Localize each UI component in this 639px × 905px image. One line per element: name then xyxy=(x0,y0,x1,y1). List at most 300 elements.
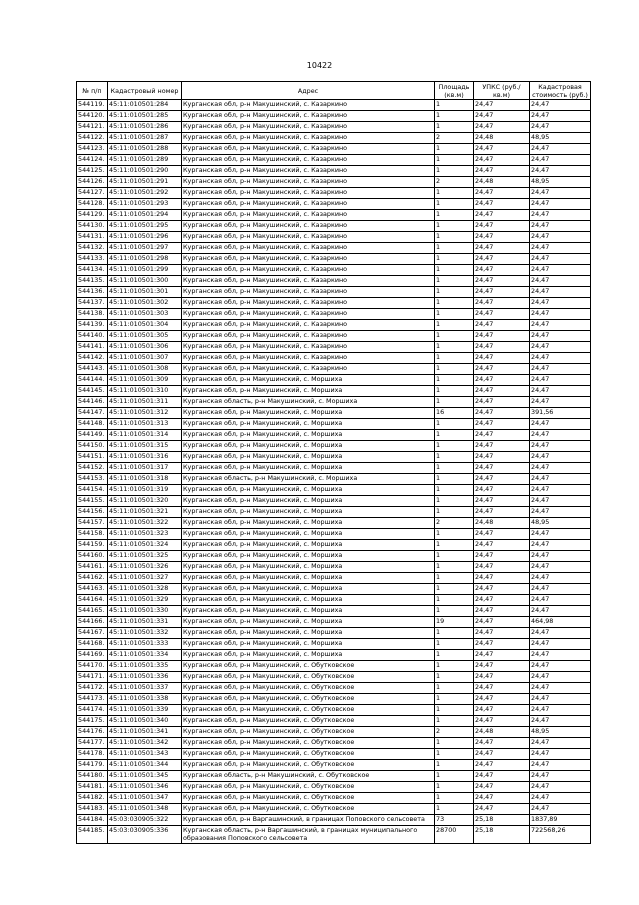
cell-address: Курганская обл, р-н Макушинский, с. Моршиха xyxy=(182,463,435,474)
table-row xyxy=(77,408,591,419)
cell-upks: 24,48 xyxy=(474,177,530,188)
cell-row-number: 544138. xyxy=(77,309,108,320)
cell-cadastral-number: 45:11:010501:318 xyxy=(108,474,182,485)
cell-cadastral-number: 45:11:010501:330 xyxy=(108,606,182,617)
cell-cadastral-value: 24,47 xyxy=(530,452,591,463)
table-row xyxy=(77,507,591,518)
cell-upks: 24,48 xyxy=(474,727,530,738)
cell-upks: 24,47 xyxy=(474,628,530,639)
cell-area: 1 xyxy=(435,595,474,606)
cell-row-number: 544136. xyxy=(77,287,108,298)
cell-address: Курганская обл, р-н Макушинский, с. Казаркино xyxy=(182,221,435,232)
cell-upks: 24,47 xyxy=(474,309,530,320)
cell-area: 1 xyxy=(435,452,474,463)
cell-cadastral-number: 45:11:010501:306 xyxy=(108,342,182,353)
cell-area: 1 xyxy=(435,188,474,199)
cell-area: 1 xyxy=(435,364,474,375)
table-header-row xyxy=(77,82,591,100)
cell-upks: 24,47 xyxy=(474,111,530,122)
cell-area: 1 xyxy=(435,397,474,408)
cell-upks: 24,47 xyxy=(474,584,530,595)
cell-upks: 24,48 xyxy=(474,518,530,529)
cell-row-number: 544132. xyxy=(77,243,108,254)
table-row xyxy=(77,122,591,133)
cell-row-number: 544160. xyxy=(77,551,108,562)
cell-row-number: 544122. xyxy=(77,133,108,144)
cell-cadastral-number: 45:11:010501:337 xyxy=(108,683,182,694)
cell-row-number: 544152. xyxy=(77,463,108,474)
table-row xyxy=(77,716,591,727)
table-row xyxy=(77,276,591,287)
cell-cadastral-number: 45:11:010501:287 xyxy=(108,133,182,144)
cell-address: Курганская обл, р-н Макушинский, с. Обутковское xyxy=(182,760,435,771)
cell-row-number: 544123. xyxy=(77,144,108,155)
cell-row-number: 544121. xyxy=(77,122,108,133)
cell-upks: 25,18 xyxy=(474,815,530,826)
cell-upks: 24,47 xyxy=(474,331,530,342)
cell-upks: 24,47 xyxy=(474,375,530,386)
cell-row-number: 544150. xyxy=(77,441,108,452)
cell-cadastral-value: 24,47 xyxy=(530,441,591,452)
cell-area: 1 xyxy=(435,100,474,111)
cell-cadastral-value: 24,47 xyxy=(530,100,591,111)
cell-upks: 24,47 xyxy=(474,254,530,265)
cell-address: Курганская обл, р-н Макушинский, с. Моршиха xyxy=(182,562,435,573)
table-row xyxy=(77,111,591,122)
cell-cadastral-value: 24,47 xyxy=(530,188,591,199)
cell-address: Курганская обл, р-н Макушинский, с. Казаркино xyxy=(182,254,435,265)
cell-address: Курганская обл, р-н Макушинский, с. Казаркино xyxy=(182,100,435,111)
cell-area: 1 xyxy=(435,441,474,452)
table-row xyxy=(77,529,591,540)
table-row xyxy=(77,232,591,243)
cell-cadastral-number: 45:11:010501:303 xyxy=(108,309,182,320)
cell-area: 1 xyxy=(435,749,474,760)
cell-upks: 24,47 xyxy=(474,606,530,617)
cell-row-number: 544166. xyxy=(77,617,108,628)
cell-row-number: 544163. xyxy=(77,584,108,595)
cell-cadastral-value: 24,47 xyxy=(530,232,591,243)
cell-upks: 24,47 xyxy=(474,265,530,276)
cell-cadastral-number: 45:11:010501:288 xyxy=(108,144,182,155)
cell-upks: 24,47 xyxy=(474,617,530,628)
table-row xyxy=(77,386,591,397)
table-row xyxy=(77,606,591,617)
table-row xyxy=(77,364,591,375)
cell-cadastral-number: 45:11:010501:324 xyxy=(108,540,182,551)
cell-upks: 24,47 xyxy=(474,661,530,672)
cell-area: 1 xyxy=(435,804,474,815)
cell-cadastral-number: 45:11:010501:312 xyxy=(108,408,182,419)
cell-upks: 24,47 xyxy=(474,716,530,727)
cell-cadastral-number: 45:11:010501:329 xyxy=(108,595,182,606)
cell-cadastral-value: 24,47 xyxy=(530,584,591,595)
cell-address: Курганская обл, р-н Макушинский, с. Казаркино xyxy=(182,243,435,254)
cell-upks: 24,47 xyxy=(474,188,530,199)
cell-upks: 24,47 xyxy=(474,287,530,298)
cell-row-number: 544139. xyxy=(77,320,108,331)
table-row xyxy=(77,705,591,716)
cell-cadastral-value: 24,47 xyxy=(530,595,591,606)
cell-cadastral-number: 45:11:010501:289 xyxy=(108,155,182,166)
table-row xyxy=(77,221,591,232)
cell-row-number: 544130. xyxy=(77,221,108,232)
cell-upks: 24,47 xyxy=(474,474,530,485)
cell-cadastral-value: 24,47 xyxy=(530,144,591,155)
cell-cadastral-number: 45:11:010501:331 xyxy=(108,617,182,628)
cell-row-number: 544174. xyxy=(77,705,108,716)
cell-cadastral-number: 45:11:010501:344 xyxy=(108,760,182,771)
cell-area: 1 xyxy=(435,716,474,727)
cell-address: Курганская обл, р-н Макушинский, с. Моршиха xyxy=(182,573,435,584)
cell-row-number: 544183. xyxy=(77,804,108,815)
table-row xyxy=(77,485,591,496)
cell-area: 1 xyxy=(435,111,474,122)
table-row xyxy=(77,452,591,463)
cell-area: 1 xyxy=(435,738,474,749)
cell-area: 1 xyxy=(435,793,474,804)
cell-address: Курганская область, р-н Макушинский, с. Обутковское xyxy=(182,771,435,782)
cell-cadastral-number: 45:11:010501:326 xyxy=(108,562,182,573)
cell-cadastral-value: 24,47 xyxy=(530,562,591,573)
cell-upks: 24,47 xyxy=(474,166,530,177)
cell-cadastral-value: 24,47 xyxy=(530,705,591,716)
cell-address: Курганская обл, р-н Макушинский, с. Моршиха xyxy=(182,430,435,441)
cell-upks: 24,47 xyxy=(474,155,530,166)
cell-upks: 24,47 xyxy=(474,496,530,507)
cell-address: Курганская обл, р-н Макушинский, с. Моршиха xyxy=(182,606,435,617)
cell-area: 19 xyxy=(435,617,474,628)
cell-address: Курганская обл, р-н Макушинский, с. Казаркино xyxy=(182,210,435,221)
cell-upks: 24,47 xyxy=(474,485,530,496)
table-row xyxy=(77,584,591,595)
cell-row-number: 544168. xyxy=(77,639,108,650)
cell-cadastral-number: 45:11:010501:340 xyxy=(108,716,182,727)
cell-upks: 24,47 xyxy=(474,144,530,155)
table-row xyxy=(77,815,591,826)
cell-address: Курганская обл, р-н Макушинский, с. Моршиха xyxy=(182,650,435,661)
cell-cadastral-number: 45:11:010501:333 xyxy=(108,639,182,650)
cell-address: Курганская обл, р-н Макушинский, с. Казаркино xyxy=(182,364,435,375)
table-row xyxy=(77,100,591,111)
cell-cadastral-number: 45:11:010501:286 xyxy=(108,122,182,133)
cell-row-number: 544125. xyxy=(77,166,108,177)
table-row xyxy=(77,617,591,628)
cell-cadastral-value: 24,47 xyxy=(530,749,591,760)
cell-address: Курганская обл, р-н Макушинский, с. Казаркино xyxy=(182,298,435,309)
cell-area: 1 xyxy=(435,540,474,551)
cell-area: 1 xyxy=(435,584,474,595)
cell-cadastral-number: 45:11:010501:314 xyxy=(108,430,182,441)
cell-cadastral-value: 464,98 xyxy=(530,617,591,628)
table-body xyxy=(77,100,591,844)
cell-address: Курганская обл, р-н Макушинский, с. Казаркино xyxy=(182,232,435,243)
cell-cadastral-number: 45:11:010501:291 xyxy=(108,177,182,188)
cell-area: 1 xyxy=(435,386,474,397)
cell-area: 1 xyxy=(435,298,474,309)
cell-cadastral-value: 48,95 xyxy=(530,727,591,738)
cell-area: 1 xyxy=(435,650,474,661)
table-row xyxy=(77,782,591,793)
cell-address: Курганская обл, р-н Макушинский, с. Обутковское xyxy=(182,793,435,804)
cell-area: 1 xyxy=(435,287,474,298)
cell-cadastral-number: 45:11:010501:301 xyxy=(108,287,182,298)
cell-address: Курганская обл, р-н Макушинский, с. Обутковское xyxy=(182,804,435,815)
cell-cadastral-value: 24,47 xyxy=(530,111,591,122)
cell-row-number: 544128. xyxy=(77,199,108,210)
cell-cadastral-number: 45:11:010501:317 xyxy=(108,463,182,474)
cell-area: 1 xyxy=(435,683,474,694)
cell-area: 1 xyxy=(435,276,474,287)
cell-cadastral-value: 24,47 xyxy=(530,760,591,771)
cell-area: 1 xyxy=(435,771,474,782)
cell-cadastral-number: 45:11:010501:336 xyxy=(108,672,182,683)
cell-row-number: 544133. xyxy=(77,254,108,265)
cell-upks: 24,48 xyxy=(474,133,530,144)
cell-area: 1 xyxy=(435,331,474,342)
cell-cadastral-number: 45:11:010501:315 xyxy=(108,441,182,452)
cell-cadastral-number: 45:11:010501:339 xyxy=(108,705,182,716)
cell-area: 1 xyxy=(435,342,474,353)
column-header-upks: УПКС (руб./кв.м) xyxy=(474,82,530,100)
cell-upks: 24,47 xyxy=(474,749,530,760)
cell-area: 1 xyxy=(435,463,474,474)
cell-address: Курганская обл, р-н Макушинский, с. Моршиха xyxy=(182,540,435,551)
cell-address: Курганская обл, р-н Макушинский, с. Казаркино xyxy=(182,122,435,133)
cell-row-number: 544184. xyxy=(77,815,108,826)
cell-area: 73 xyxy=(435,815,474,826)
cell-address: Курганская обл, р-н Макушинский, с. Моршиха xyxy=(182,584,435,595)
table-row xyxy=(77,441,591,452)
column-header-cadastral-number: Кадастровый номер xyxy=(108,82,182,100)
cell-cadastral-number: 45:11:010501:313 xyxy=(108,419,182,430)
cell-cadastral-value: 24,47 xyxy=(530,672,591,683)
cell-cadastral-number: 45:11:010501:295 xyxy=(108,221,182,232)
cell-upks: 24,47 xyxy=(474,595,530,606)
cell-row-number: 544165. xyxy=(77,606,108,617)
cell-row-number: 544149. xyxy=(77,430,108,441)
cell-area: 1 xyxy=(435,782,474,793)
cell-area: 1 xyxy=(435,166,474,177)
cell-cadastral-value: 24,47 xyxy=(530,628,591,639)
cell-address: Курганская область, р-н Варгашинский, в границах муниципального образования Поповского сельсовета xyxy=(182,826,435,844)
table-row xyxy=(77,760,591,771)
cell-cadastral-value: 24,47 xyxy=(530,397,591,408)
cell-upks: 24,47 xyxy=(474,342,530,353)
cell-address: Курганская обл, р-н Макушинский, с. Казаркино xyxy=(182,133,435,144)
cell-row-number: 544171. xyxy=(77,672,108,683)
cell-area: 1 xyxy=(435,485,474,496)
cell-row-number: 544162. xyxy=(77,573,108,584)
cell-cadastral-number: 45:11:010501:323 xyxy=(108,529,182,540)
cell-row-number: 544151. xyxy=(77,452,108,463)
table-row xyxy=(77,595,591,606)
cell-address: Курганская обл, р-н Макушинский, с. Моршиха xyxy=(182,485,435,496)
table-row xyxy=(77,287,591,298)
cell-address: Курганская обл, р-н Макушинский, с. Казаркино xyxy=(182,276,435,287)
cell-cadastral-value: 391,56 xyxy=(530,408,591,419)
cell-cadastral-value: 24,47 xyxy=(530,782,591,793)
cell-row-number: 544155. xyxy=(77,496,108,507)
cell-area: 1 xyxy=(435,562,474,573)
cell-cadastral-number: 45:11:010501:321 xyxy=(108,507,182,518)
cell-row-number: 544146. xyxy=(77,397,108,408)
cell-cadastral-value: 24,47 xyxy=(530,122,591,133)
cell-upks: 24,47 xyxy=(474,430,530,441)
table-row xyxy=(77,661,591,672)
cell-area: 2 xyxy=(435,133,474,144)
cell-address: Курганская обл, р-н Макушинский, с. Моршиха xyxy=(182,386,435,397)
page-number: 10422 xyxy=(306,61,333,70)
cell-cadastral-number: 45:11:010501:298 xyxy=(108,254,182,265)
cell-cadastral-number: 45:11:010501:290 xyxy=(108,166,182,177)
cell-area: 28700 xyxy=(435,826,474,844)
cell-row-number: 544167. xyxy=(77,628,108,639)
column-header-cadastral-value: Кадастровая стоимость (руб.) xyxy=(530,82,591,100)
cell-area: 1 xyxy=(435,419,474,430)
cell-area: 1 xyxy=(435,353,474,364)
column-header-address: Адрес xyxy=(182,82,435,100)
table-row xyxy=(77,397,591,408)
table-row xyxy=(77,518,591,529)
table-row xyxy=(77,210,591,221)
cell-upks: 24,47 xyxy=(474,199,530,210)
cell-cadastral-value: 24,47 xyxy=(530,210,591,221)
cell-upks: 24,47 xyxy=(474,760,530,771)
cell-area: 1 xyxy=(435,672,474,683)
cell-upks: 24,47 xyxy=(474,386,530,397)
cell-address: Курганская обл, р-н Макушинский, с. Казаркино xyxy=(182,342,435,353)
cell-cadastral-value: 24,47 xyxy=(530,298,591,309)
cell-row-number: 544126. xyxy=(77,177,108,188)
cell-cadastral-value: 24,47 xyxy=(530,419,591,430)
cell-row-number: 544182. xyxy=(77,793,108,804)
table-row xyxy=(77,650,591,661)
cell-area: 1 xyxy=(435,265,474,276)
cell-area: 1 xyxy=(435,694,474,705)
cell-address: Курганская обл, р-н Макушинский, с. Моршиха xyxy=(182,452,435,463)
cell-area: 1 xyxy=(435,760,474,771)
cell-upks: 24,47 xyxy=(474,320,530,331)
cell-upks: 24,47 xyxy=(474,441,530,452)
cell-cadastral-value: 24,47 xyxy=(530,694,591,705)
cell-cadastral-value: 24,47 xyxy=(530,430,591,441)
table-row xyxy=(77,166,591,177)
cell-cadastral-value: 722568,26 xyxy=(530,826,591,844)
cell-cadastral-value: 24,47 xyxy=(530,254,591,265)
cell-address: Курганская обл, р-н Макушинский, с. Казаркино xyxy=(182,188,435,199)
table-row xyxy=(77,199,591,210)
cell-address: Курганская обл, р-н Макушинский, с. Казаркино xyxy=(182,166,435,177)
cell-cadastral-value: 24,47 xyxy=(530,507,591,518)
table-row xyxy=(77,551,591,562)
table-row xyxy=(77,342,591,353)
cell-upks: 24,47 xyxy=(474,738,530,749)
cell-address: Курганская обл, р-н Макушинский, с. Обутковское xyxy=(182,672,435,683)
cell-address: Курганская обл, р-н Макушинский, с. Моршиха xyxy=(182,496,435,507)
cell-upks: 24,47 xyxy=(474,672,530,683)
table-row xyxy=(77,353,591,364)
cell-upks: 24,47 xyxy=(474,452,530,463)
cell-address: Курганская обл, р-н Макушинский, с. Обутковское xyxy=(182,661,435,672)
cell-upks: 24,47 xyxy=(474,507,530,518)
cell-address: Курганская обл, р-н Макушинский, с. Казаркино xyxy=(182,309,435,320)
cell-cadastral-value: 24,47 xyxy=(530,474,591,485)
cell-row-number: 544180. xyxy=(77,771,108,782)
cell-row-number: 544129. xyxy=(77,210,108,221)
cell-upks: 24,47 xyxy=(474,397,530,408)
cell-cadastral-value: 24,47 xyxy=(530,463,591,474)
cell-area: 1 xyxy=(435,529,474,540)
column-header-number: № п/п xyxy=(77,82,108,100)
cell-upks: 24,47 xyxy=(474,210,530,221)
cell-address: Курганская обл, р-н Варгашинский, в границах Поповского сельсовета xyxy=(182,815,435,826)
table-row xyxy=(77,683,591,694)
cell-upks: 24,47 xyxy=(474,793,530,804)
cell-cadastral-value: 24,47 xyxy=(530,738,591,749)
cell-cadastral-value: 24,47 xyxy=(530,540,591,551)
table-row xyxy=(77,474,591,485)
cell-row-number: 544144. xyxy=(77,375,108,386)
cell-address: Курганская обл, р-н Макушинский, с. Моршиха xyxy=(182,375,435,386)
cell-row-number: 544176. xyxy=(77,727,108,738)
cell-upks: 24,47 xyxy=(474,364,530,375)
cell-row-number: 544158. xyxy=(77,529,108,540)
table-row xyxy=(77,133,591,144)
cell-cadastral-value: 24,47 xyxy=(530,342,591,353)
cell-area: 2 xyxy=(435,727,474,738)
cell-cadastral-value: 48,95 xyxy=(530,133,591,144)
cell-cadastral-value: 24,47 xyxy=(530,331,591,342)
cell-area: 1 xyxy=(435,122,474,133)
cell-area: 2 xyxy=(435,177,474,188)
cell-cadastral-value: 24,47 xyxy=(530,166,591,177)
cell-address: Курганская обл, р-н Макушинский, с. Обутковское xyxy=(182,716,435,727)
cell-cadastral-number: 45:11:010501:316 xyxy=(108,452,182,463)
cell-row-number: 544140. xyxy=(77,331,108,342)
cell-row-number: 544169. xyxy=(77,650,108,661)
cell-upks: 24,47 xyxy=(474,694,530,705)
cell-row-number: 544135. xyxy=(77,276,108,287)
cell-cadastral-value: 24,47 xyxy=(530,683,591,694)
cell-row-number: 544161. xyxy=(77,562,108,573)
table-row xyxy=(77,331,591,342)
table-row xyxy=(77,672,591,683)
table-row xyxy=(77,793,591,804)
cell-cadastral-number: 45:11:010501:320 xyxy=(108,496,182,507)
cell-address: Курганская обл, р-н Макушинский, с. Обутковское xyxy=(182,749,435,760)
table-row xyxy=(77,265,591,276)
cell-row-number: 544157. xyxy=(77,518,108,529)
cell-cadastral-value: 24,47 xyxy=(530,243,591,254)
cell-upks: 24,47 xyxy=(474,573,530,584)
cell-row-number: 544177. xyxy=(77,738,108,749)
cell-upks: 24,47 xyxy=(474,243,530,254)
cell-cadastral-number: 45:11:010501:300 xyxy=(108,276,182,287)
cell-address: Курганская обл, р-н Макушинский, с. Моршиха xyxy=(182,441,435,452)
cell-cadastral-number: 45:11:010501:309 xyxy=(108,375,182,386)
cell-area: 1 xyxy=(435,232,474,243)
cell-row-number: 544147. xyxy=(77,408,108,419)
cell-row-number: 544131. xyxy=(77,232,108,243)
cell-upks: 24,47 xyxy=(474,540,530,551)
cell-address: Курганская обл, р-н Макушинский, с. Казаркино xyxy=(182,144,435,155)
cell-cadastral-number: 45:11:010501:311 xyxy=(108,397,182,408)
cell-area: 1 xyxy=(435,254,474,265)
cell-cadastral-number: 45:11:010501:308 xyxy=(108,364,182,375)
cell-area: 1 xyxy=(435,144,474,155)
table-row xyxy=(77,298,591,309)
